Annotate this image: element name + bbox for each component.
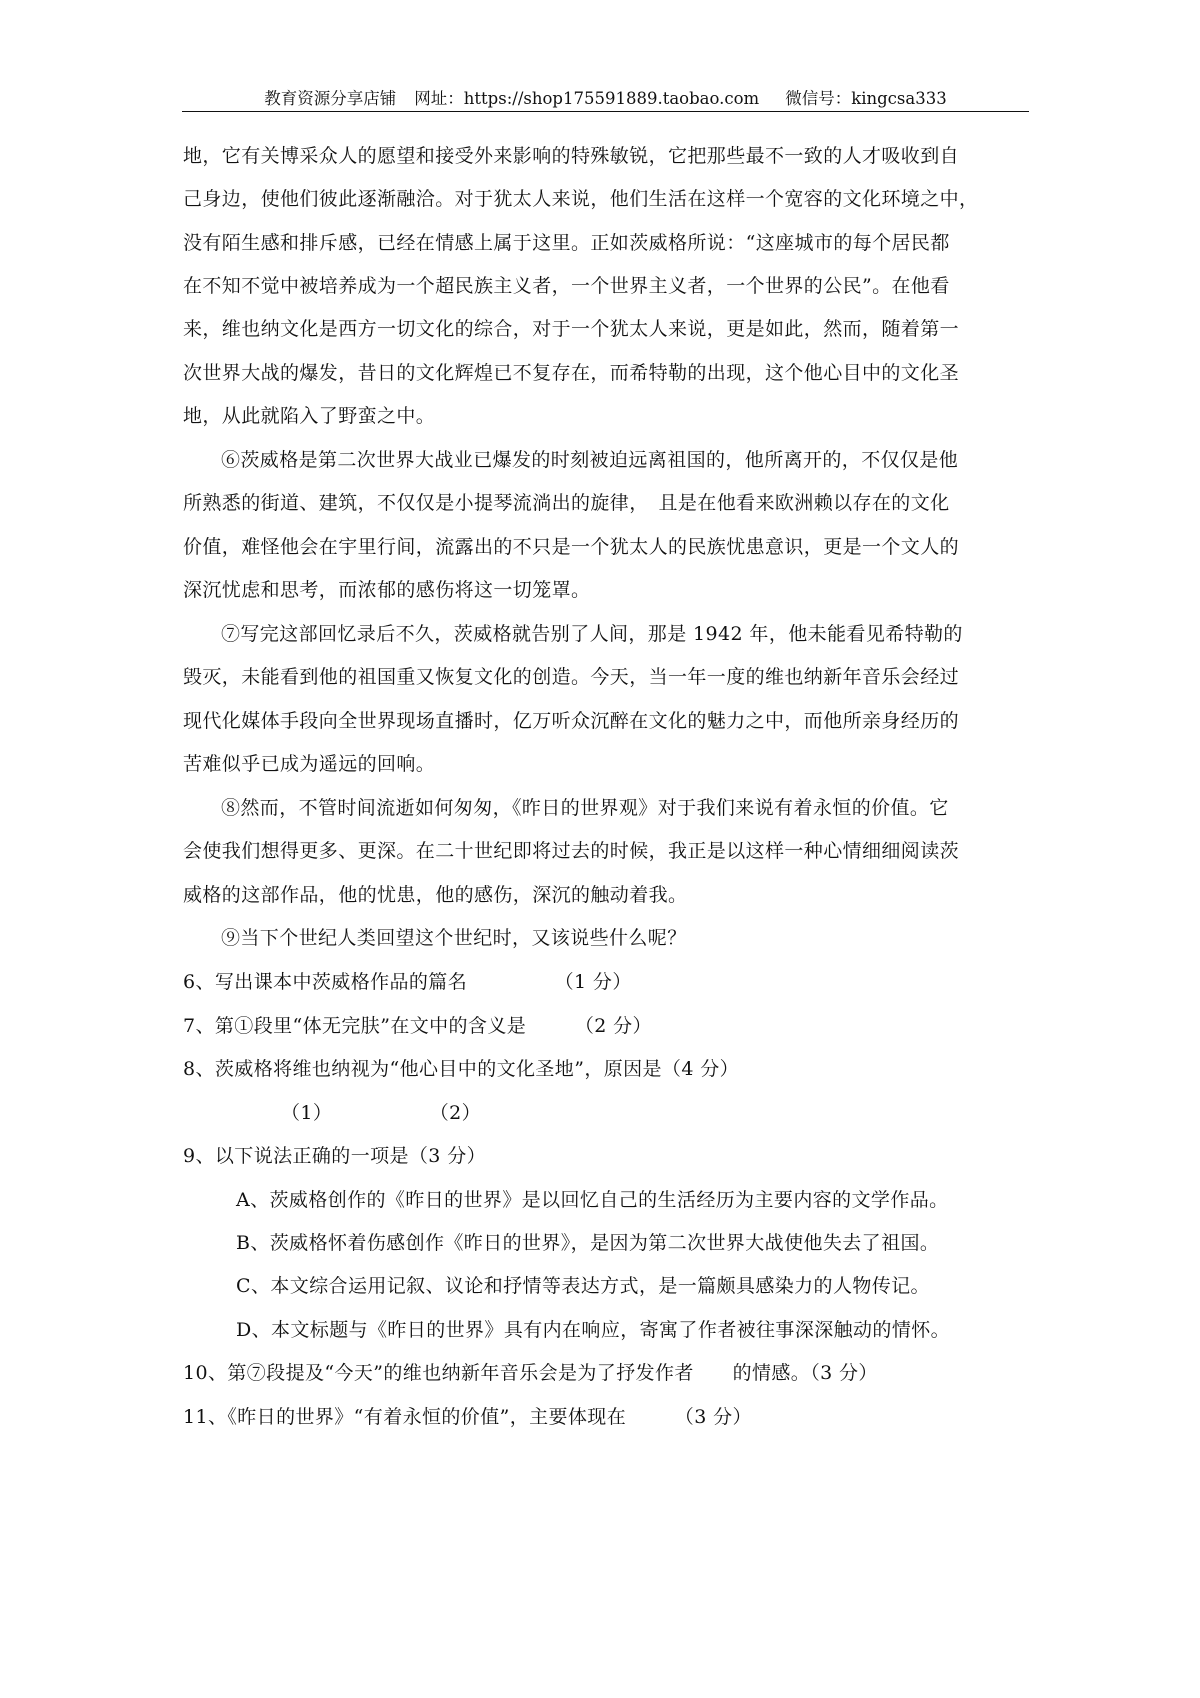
passage-line: 威格的这部作品，他的忧患，他的感伤，深沉的触动着我。: [183, 884, 688, 906]
header-url: 网址：https://shop175591889.taobao.com: [414, 89, 760, 108]
question-9-option-c: C、本文综合运用记叙、议论和抒情等表达方式，是一篇颇具感染力的人物传记。: [236, 1275, 930, 1297]
question-7: 7、第①段里“体无完肤”在文中的含义是 （2 分）: [183, 1015, 652, 1037]
passage-line: 会使我们想得更多、更深。在二十世纪即将过去的时候，我正是以这样一种心情细细阅读茨: [183, 840, 960, 862]
passage-line: 没有陌生感和排斥感，已经在情感上属于这里。正如茨威格所说：“这座城市的每个居民都: [183, 232, 950, 254]
passage-line: ⑥茨威格是第二次世界大战业已爆发的时刻被迫远离祖国的，他所离开的，不仅仅是他: [221, 449, 959, 471]
question-9-option-d: D、本文标题与《昨日的世界》具有内在响应，寄寓了作者被往事深深触动的情怀。: [236, 1319, 951, 1341]
passage-line: ⑦写完这部回忆录后不久，茨威格就告别了人间，那是 1942 年，他未能看见希特勒的: [221, 623, 963, 645]
passage-line: 价值，难怪他会在宇里行间，流露出的不只是一个犹太人的民族忧患意识，更是一个文人的: [183, 536, 960, 558]
header-shop-name: 教育资源分享店铺: [264, 89, 397, 108]
passage-line: 来，维也纳文化是西方一切文化的综合，对于一个犹太人来说，更是如此，然而，随着第一: [183, 318, 960, 340]
question-8: 8、茨威格将维也纳视为“他心目中的文化圣地”，原因是（4 分）: [183, 1058, 740, 1080]
passage-line: 地，从此就陷入了野蛮之中。: [183, 405, 436, 427]
header-wechat: 微信号：kingcsa333: [785, 89, 947, 108]
passage-line: ⑨当下个世纪人类回望这个世纪时，又该说些什么呢？: [221, 927, 687, 949]
header-divider: [182, 111, 1029, 112]
question-8-parts: （1） （2）: [281, 1102, 481, 1124]
question-9-option-a: A、茨威格创作的《昨日的世界》是以回忆自己的生活经历为主要内容的文学作品。: [236, 1189, 949, 1211]
question-9: 9、以下说法正确的一项是（3 分）: [183, 1145, 487, 1167]
passage-line: ⑧然而，不管时间流逝如何匆匆，《昨日的世界观》对于我们来说有着永恒的价值。它: [221, 797, 949, 819]
passage-line: 苦难似乎已成为遥远的回响。: [183, 753, 436, 775]
passage-line: 己身边，使他们彼此逐渐融洽。对于犹太人来说，他们生活在这样一个宽容的文化环境之中，: [183, 188, 979, 210]
question-6: 6、写出课本中茨威格作品的篇名 （1 分）: [183, 971, 632, 993]
passage-line: 次世界大战的爆发，昔日的文化辉煌已不复存在，而希特勒的出现，这个他心目中的文化圣: [183, 362, 960, 384]
question-11: 11、《昨日的世界》“有着永恒的价值”，主要体现在 （3 分）: [183, 1406, 752, 1428]
page-header: [182, 86, 1029, 112]
passage-line: 毁灭，未能看到他的祖国重又恢复文化的创造。今天，当一年一度的维也纳新年音乐会经过: [183, 666, 960, 688]
passage-line: 现代化媒体手段向全世界现场直播时，亿万听众沉醉在文化的魅力之中，而他所亲身经历的: [183, 710, 960, 732]
question-9-option-b: B、茨威格怀着伤感创作《昨日的世界》，是因为第二次世界大战使他失去了祖国。: [236, 1232, 940, 1254]
passage-line: 深沉忧虑和思考，而浓郁的感伤将这一切笼罩。: [183, 579, 591, 601]
passage-line: 所熟悉的街道、建筑，不仅仅是小提琴流淌出的旋律， 且是在他看来欧洲赖以存在的文化: [183, 492, 950, 514]
question-10: 10、第⑦段提及“今天”的维也纳新年音乐会是为了抒发作者 的情感。（3 分）: [183, 1362, 878, 1384]
passage-line: 在不知不觉中被培养成为一个超民族主义者，一个世界主义者，一个世界的公民”。在他看: [183, 275, 950, 297]
passage-line: 地，它有关博采众人的愿望和接受外来影响的特殊敏锐，它把那些最不一致的人才吸收到自: [183, 145, 960, 167]
